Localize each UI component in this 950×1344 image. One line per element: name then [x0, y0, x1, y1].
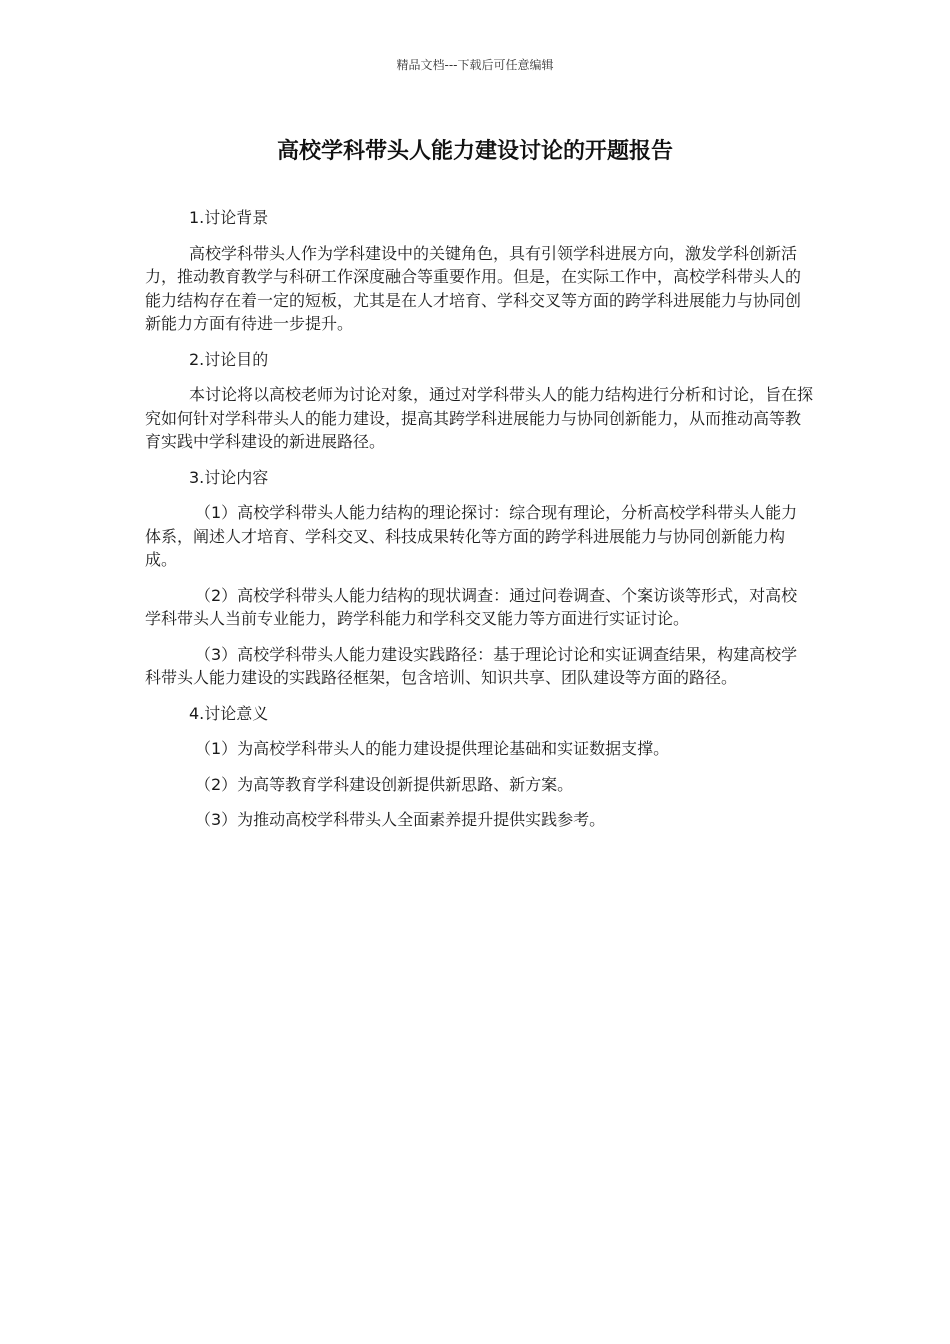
significance-item-2: （2）为高等教育学科建设创新提供新思路、新方案。	[195, 774, 574, 794]
document-title: 高校学科带头人能力建设讨论的开题报告	[276, 139, 673, 164]
section-heading-content: 3.讨论内容	[189, 467, 269, 487]
content-item-1: （1）高校学科带头人能力结构的理论探讨：综合现有理论，分析高校学科带头人能力体系，阐述人才培育、学科交叉、科技成果转化等方面的跨学科进展能力与协同创新能力构成。	[145, 503, 798, 569]
significance-item-3: （3）为推动高校学科带头人全面素养提升提供实践参考。	[195, 810, 606, 829]
significance-item-1: （1）为高校学科带头人的能力建设提供理论基础和实证数据支撑。	[195, 739, 670, 758]
section-heading-significance: 4.讨论意义	[189, 703, 269, 723]
section-heading-purpose: 2.讨论目的	[189, 349, 269, 369]
background-paragraph: 高校学科带头人作为学科建设中的关键角色，具有引领学科进展方向，激发学科创新活力，推动教育教学与科研工作深度融合等重要作用。但是，在实际工作中，高校学科带头人的能力结构存在着一定的短板，尤其是在人才培育、学科交叉等方面的跨学科进展能力与协同创新能力方面有待进一步提升。	[145, 243, 802, 333]
section-heading-background: 1.讨论背景	[189, 208, 269, 227]
content-item-2: （2）高校学科带头人能力结构的现状调查：通过问卷调查、个案访谈等形式，对高校学科带头人当前专业能力，跨学科能力和学科交叉能力等方面进行实证讨论。	[145, 585, 798, 628]
page-header: 精品文档---下载后可任意编辑	[396, 58, 554, 72]
content-item-3: （3）高校学科带头人能力建设实践路径：基于理论讨论和实证调查结果，构建高校学科带头人能力建设的实践路径框架，包含培训、知识共享、团队建设等方面的路径。	[145, 644, 798, 687]
document-body	[145, 206, 813, 844]
purpose-paragraph: 本讨论将以高校老师为讨论对象，通过对学科带头人的能力结构进行分析和讨论，旨在探究如何针对学科带头人的能力建设，提高其跨学科进展能力与协同创新能力，从而推动高等教育实践中学科建设的新进展路径。	[145, 385, 814, 451]
